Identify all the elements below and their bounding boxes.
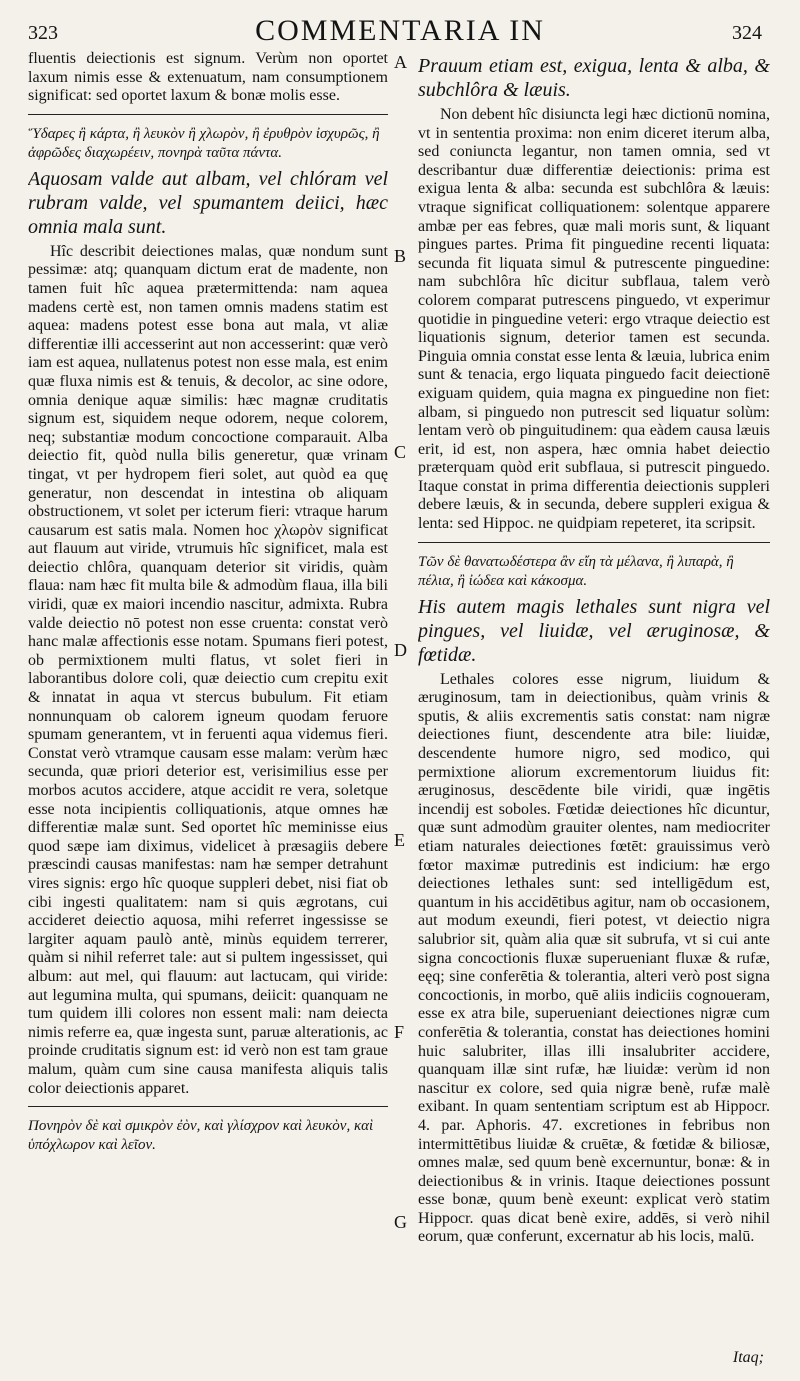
commentary-paragraph: Hîc describit deiectiones malas, quæ nondum sunt pessimæ: atq; quanquam dictum erat de madente, non tamen fuit hîc aquea prætermittenda: nam aquea madens certè est, non tamen omnis madens statim est aquea: madens potest esse bona aut mala, vt aliæ differentiæ illi accesserint aut non accesserint: quæ verò iam est aquea, nullatenus potest non esse mala, est enim quæ fluxa nimis est & tenuis, & decolor, ac sine odore, omnia denique aquæ similis: hæc magnæ cruditatis signum est, siquidem neque odorem, neque colorem, neq; substantiæ modum concoctione comparauit. Alba deiectio fit, quòd nulla bilis generetur, quæ vrinam tingat, vt per hydropem fieri solet, aut quòd ea quę generatur, non descendat in intestina ob aliquam obstructionem, vt solet per icterum fieri: vtraque harum causarum est satis mala. Nomen hoc χλωρὸν significat aut flauum aut viride, vtrumuis hîc significet, mala est deiectio chlôra, quanquam deterior sit viridis, quàm flaua: nam hæc fit multa bile & admodùm flaua, illa bili viridi, quæ ex maiori incendio nascitur, admixta. Rubra valde deiectio nō potest non esse cruenta: constat verò hanc malæ affectionis esse notam. Spumans fieri potest, ob permixtionem multi flatus, vt solet fieri in laborantibus dolore coli, quæ deiectio cum crepitu exit & innatat in aqua vt stercus bubulum. Fit etiam nonnunquam ob calorem igneum quodam feruore spumam generantem, vt in feruenti aqua videmus fieri. Constat verò vtramque causam esse malam: verùm hæc secunda, quæ priori deterior est, verisimilius esse per morbos acutos accidere, atque accidit re vera, soletque esse nota incipientis colliquationis, atque omnes hæ differentiæ malæ sunt. Sed oportet hîc meminisse eius quod sæpe iam diximus, videlicet à præsagiis debere præscindi causas manifestas: nam hæ semper detrahunt vires signis: ergo hîc quoque suppleri debet, nisi fiat ob cibi ingesti qualitatem: nam si quis ægrotans, cui accideret deiectio aquosa, mihi referret ingessisse se largiter aquam paulò antè, minùs equidem terrerer, quàm si nihil referret tale: aut si pultem ingessisset, qui album: aut mel, qui flauum: aut lactucam, qui viride: aut legumina multa, qui spumans, deiicit: quanquam ne tum quidem illi colores non essent mali: nam deiecta nimis referre ea, quæ ingesta sunt, paruæ alterationis, ac proinde cruditatis signum est: id verò non est tam graue malum, quàm cum sine causa manifesta aliquis talis color deiectionis apparet. bbox=[28, 242, 388, 1097]
running-title: COMMENTARIA IN bbox=[255, 14, 545, 47]
commentary-paragraph: Lethales colores esse nigrum, liuidum & æruginosum, tam in deiectionibus, quàm vrinis & sputis, & aliis excrementis satis constat: nam nigræ deiectiones fiunt, descendente atra bile: liuidæ, descendente humore nigro, sed modico, qui permixtione aliorum excrementorum liuidus fit: æruginosus, descēdente bile viridi, quæ ingētis incendij est soboles. Fœtidæ deiectiones hîc dicuntur, quæ sunt admodùm grauiter olentes, nam mediocriter etiam naturales deiectiones fœtēt: grauissimus verò fœtor maximæ putredinis est indicium: hæ ergo deiectiones lethales sunt: sed intelligēdum est, quantum in his accidētibus agitur, nam ob occasionem, aut modum exeundi, fieri potest, vt deiectio nigra salubrior sit, quàm alia quæ sit subrufa, vt si cui ante signa concoctionis fluxæ superueniant fluxæ & rufæ, eęq; sine conferētia & tolerantia, alteri verò post signa concoctionis, in morbo, quē aliis indiciis cognoueram, esse ex atra bile, superueniant deiectiones nigræ cum conferētia & tolerantia, constat has deiectiones homini huic salubriter, illas illi insalubriter accidere, quanquam illæ sint rufæ, hæ liuidæ: verùm id non nascitur ex colore, sed quia nigræ benè, rufæ malè exibant. In quam sententiam scriptum est ab Hippocr. 4. par. Aphoris. 47. excretiones in febribus non intermittētibus liuidæ & cruētæ, & fœtidæ & biliosæ, omnes malæ, sed quum benè excernuntur, bonæ: & in deiectionibus & in vrinis. Itaque deiectiones possunt esse bonæ, quum benè exeunt: explicat verò statim Hippocr. quas dicat benè exire, addēs, si verò nihil eorum, quæ conferunt, excernatur ab his locis, malū. bbox=[418, 670, 770, 1246]
page-number-left: 323 bbox=[28, 22, 58, 44]
margin-letter: F bbox=[394, 1022, 405, 1042]
margin-letter: E bbox=[394, 830, 405, 850]
margin-letter: B bbox=[394, 246, 407, 266]
latin-lemma: Prauum etiam est, exigua, lenta & alba, & subchlôra & læuis. bbox=[418, 55, 770, 101]
margin-letter: C bbox=[394, 442, 407, 462]
greek-lemma: Ὕδαρες ἢ κάρτα, ἢ λευκὸν ἢ χλωρὸν, ἢ ἐρυθρὸν ἰσχυρῶς, ἢ ἀφρῶδες διαχωρέειν, πονηρὰ ταῦτα πάντα. bbox=[28, 125, 380, 161]
latin-lemma: Aquosam valde aut albam, vel chlóram vel rubram valde, vel spumantem deiici, hæc omnia mala sunt. bbox=[28, 167, 388, 238]
catchword: Itaq; bbox=[732, 1349, 764, 1366]
divider bbox=[28, 114, 388, 115]
greek-lemma: Πονηρὸν δὲ καὶ σμικρὸν ἐὸν, καὶ γλίσχρον καὶ λευκὸν, καὶ ὑπόχλωρον καὶ λεῖον. bbox=[28, 1118, 374, 1154]
paragraph: fluentis deiectionis est signum. Verùm non oportet laxum nimis esse & extenuatum, nam consumptionem significat: sed oportet laxum & bonæ molis esse. bbox=[28, 50, 388, 105]
left-column bbox=[28, 50, 388, 1361]
divider bbox=[418, 542, 770, 543]
commentary-paragraph: Non debent hîc disiuncta legi hæc dictionū nomina, vt in sententia proxima: non enim diceret iterum alba, sed coniuncta legantur, non tamen omnia, sed vt describantur duæ differentiæ deiectionis: prima est exigua lenta & alba: secunda est subchlôra & læuis: vtraque significat colliquationem: solentque apparere ambæ per eas febres, quæ mali moris sunt, & liquant pingues partes. Prima fit pinguedine recenti liquata: secunda fit liquata simul & putrescente pinguedine: nam subchlôra hîc dicitur subflaua, talem verò colorem comparat putrescens pinguedo, vt experimur quotidie in pinguedine veteri: ergo vtraque deiectio est liquationis signum, deterior tamen est secunda. Pinguia omnia constat esse lenta & læuia, lubrica enim sunt & tenacia, ergo liquata pinguedo facit deiectionē exiguam quidem, quia magna ex pinguedine non fiet: albam, si pinguedo non putrescit sed liquatur solùm: lentam verò ob pinguitudinem: qua eàdem causa læuis erit, id est, non aspera, hæc omnia habet deiectio præterquam quòd erit subflaua, si putrescit pinguedo. Itaque constat in prima differentia deiectionis suppleri debere læuis, & in secunda, debere suppleri exigua & lenta: sed Hippoc. ne quidpiam repeteret, ita scripsit. bbox=[418, 106, 770, 533]
margin-letter: G bbox=[394, 1212, 407, 1232]
margin-letter: A bbox=[394, 52, 407, 72]
divider bbox=[28, 1106, 388, 1107]
page-number-right: 324 bbox=[732, 22, 762, 44]
greek-lemma: Τῶν δὲ θανατωδέστερα ἂν εἴη τὰ μέλανα, ἢ λιπαρὰ, ἢ πέλια, ἢ ἰώδεα καὶ κάκοσμα. bbox=[418, 553, 734, 589]
margin-letter: D bbox=[394, 640, 407, 660]
right-column bbox=[418, 50, 770, 1361]
latin-lemma: His autem magis lethales sunt nigra vel pingues, vel liuidæ, vel æruginosæ, & fœtidæ. bbox=[418, 595, 770, 666]
running-header bbox=[0, 0, 800, 48]
